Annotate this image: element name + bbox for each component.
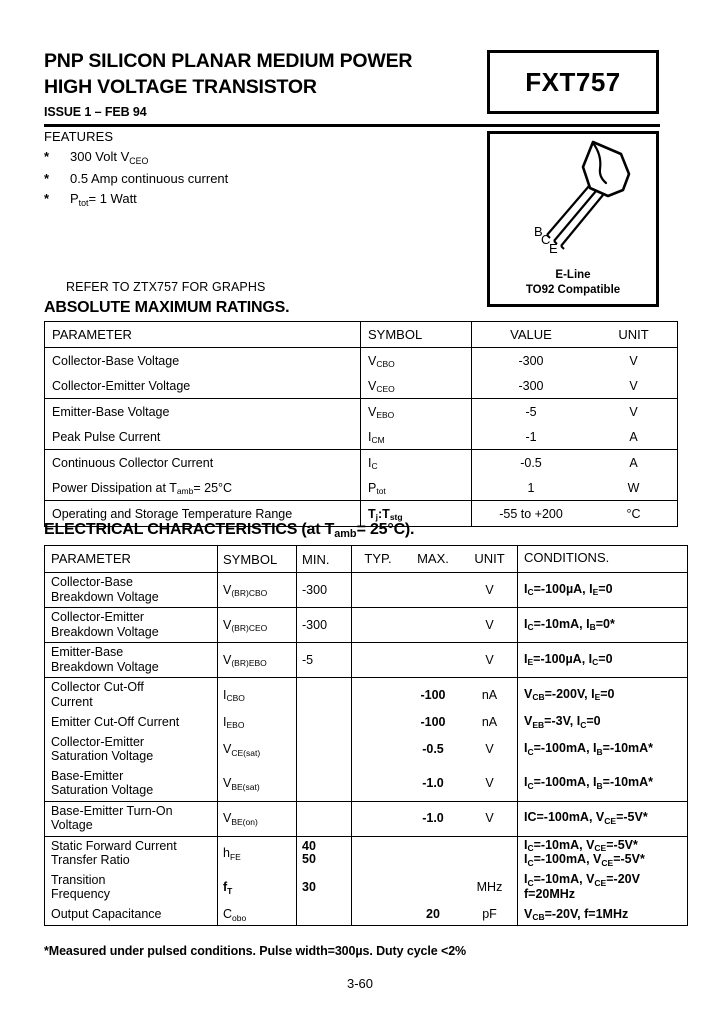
bullet-star: * [44,171,50,186]
cell-conditions: $I_C=-100mA$, $I_B=-10mA*$ [518,767,688,802]
column-header-parameter: PARAMETER [45,322,361,348]
pin-label-b: B [534,224,543,239]
cell-typ [352,688,404,702]
cell-parameter: Collector-Emitter Breakdown Voltage [45,608,218,643]
cell-value: -300 [518,353,544,368]
cell-typ [352,811,404,825]
cell-max [404,583,462,597]
cell-symbol: $V_{BE(sat)}$ [218,767,297,802]
cell-value: -300 [518,378,544,393]
cell-value: -55 to +200 [499,506,563,521]
table-row [45,712,688,733]
cell-max: 20 [426,907,440,922]
column-header-typ: TYP. [364,551,392,566]
cell-conditions: $I_C=-100mA$, $I_B=-10mA*$ [518,733,688,767]
part-number-box [487,50,659,114]
feature-item [44,169,344,188]
cell-value-unit [472,450,678,476]
cell-symbol: $P_{tot}$ [361,475,472,501]
cell-parameter: Peak Pulse Current [45,424,361,450]
electrical-characteristics-table [44,545,688,926]
column-header-value-unit [472,322,678,348]
cell-symbol: $V_{EBO}$ [361,399,472,425]
column-header-unit: UNIT [474,551,505,566]
bullet-star: * [44,149,50,164]
cell-symbol: $V_{CE(sat)}$ [218,733,297,767]
feature-text: 0.5 Amp continuous current [70,171,229,186]
footnote: *Measured under pulsed conditions. Pulse width=300µs. Duty cycle <2% [44,944,467,958]
cell-parameter: Emitter-Base Voltage [45,399,361,425]
cell-typ [352,715,404,729]
cell-symbol: $C_{obo}$ [218,905,297,926]
cell-unit: nA [481,714,498,729]
cell-min: -300 [297,608,352,643]
cell-max: -100 [420,687,446,702]
cell-parameter: Static Forward Current Transfer Ratio [45,836,218,871]
cell-parameter: Collector-Base Voltage [45,348,361,374]
feature-text: $P_{tot}= 1$ Watt [70,191,137,208]
part-number: FXT757 [525,66,621,97]
transistor-package-drawing [490,134,656,264]
cell-value: -0.5 [520,455,542,470]
cell-value: -5 [525,404,537,419]
cell-typ [352,618,404,632]
table-row [45,399,678,425]
cell-min: -300 [297,573,352,608]
table-row [45,348,678,374]
cell-max: -100 [420,714,446,729]
column-header-symbol: SYMBOL [361,322,472,348]
table-row [45,678,688,713]
cell-symbol: $V_{(BR)CEO}$ [218,608,297,643]
cell-unit: A [629,455,638,470]
title-line-1: PNP SILICON PLANAR MEDIUM POWER [44,50,413,72]
cell-unit: °C [626,506,641,521]
package-caption [490,268,656,298]
cell-unit: V [485,776,494,790]
cell-parameter: Power Dissipation at $T_{amb}= 25^\circ C$ [45,475,361,501]
refer-to-graphs-note: REFER TO ZTX757 FOR GRAPHS [66,280,266,294]
cell-typ-max-unit [352,836,518,871]
cell-max [404,653,462,667]
cell-parameter: Emitter-Base Breakdown Voltage [45,643,218,678]
cell-unit: V [485,582,494,597]
cell-typ-max-unit [352,767,518,802]
cell-symbol: $V_{(BR)CBO}$ [218,573,297,608]
cell-conditions: $I_C=-10mA$, $I_B=0*$ [518,608,688,643]
cell-min [297,905,352,926]
cell-unit: V [629,378,638,393]
cell-unit: V [485,811,494,825]
table-row [45,424,678,450]
absolute-maximum-ratings-table [44,321,678,527]
cell-unit: V [485,652,494,667]
cell-symbol: $V_{BE(on)}$ [218,801,297,836]
table-row [45,450,678,476]
cell-max: -1.0 [422,776,444,790]
cell-parameter: Transition Frequency [45,871,218,905]
cell-max [404,880,462,894]
column-header-value: VALUE [510,327,552,342]
feature-subscript: CEO [129,155,149,166]
page-header [44,48,474,119]
package-diagram-box [487,131,659,307]
table-row [45,836,688,871]
cell-parameter: Output Capacitance [45,905,218,926]
cell-parameter: Collector Cut-Off Current [45,678,218,713]
column-header-typ-max-unit [352,546,518,573]
feature-item [44,189,344,210]
cell-parameter: Base-Emitter Turn-On Voltage [45,801,218,836]
table-row [45,801,688,836]
cell-parameter: Collector-Base Breakdown Voltage [45,573,218,608]
cell-conditions: IC=-100mA, $V_{CE}=-5V*$ [518,801,688,836]
abs-max-heading: ABSOLUTE MAXIMUM RATINGS. [44,299,290,316]
features-heading: FEATURES [44,129,114,144]
cell-typ [352,880,404,894]
table-row [45,475,678,501]
cell-min: -5 [297,643,352,678]
features-section [44,129,344,211]
table-row [45,733,688,767]
cell-value-unit [472,475,678,501]
cell-typ-max-unit [352,801,518,836]
cell-min [297,712,352,733]
table-header-row [45,322,678,348]
cell-symbol: $I_C$ [361,450,472,476]
cell-value: 1 [527,480,535,495]
cell-unit: W [627,480,640,495]
cell-symbol: $h_{FE}$ [218,836,297,871]
cell-typ-max-unit [352,678,518,713]
table-row [45,767,688,802]
package-caption-line-2: TO92 Compatible [525,284,621,296]
header-divider [44,124,660,127]
cell-value-unit [472,501,678,527]
cell-typ-max-unit [352,608,518,643]
cell-typ-max-unit [352,733,518,767]
cell-typ [352,907,404,921]
cell-parameter: Emitter Cut-Off Current [45,712,218,733]
cell-conditions: $V_{EB}=-3V$, $I_C=0$ [518,712,688,733]
table-row [45,373,678,399]
cell-parameter: Base-Emitter Saturation Voltage [45,767,218,802]
cell-min [297,678,352,713]
table-row [45,573,688,608]
cell-min [297,733,352,767]
cell-symbol: $V_{CBO}$ [361,348,472,374]
cell-typ-max-unit [352,905,518,926]
cell-conditions: $V_{CB}=-200V$, $I_E=0$ [518,678,688,713]
cell-conditions: $I_C=-10mA$, $V_{CE}=-5V*$ $I_C=-100mA$, $V_{CE}=-5V*$ [518,836,688,871]
cell-typ [352,583,404,597]
cell-typ-max-unit [352,573,518,608]
cell-max: -1.0 [422,811,444,825]
cell-value-unit [472,348,678,374]
cell-min [297,801,352,836]
bullet-star: * [44,191,50,206]
cell-typ [352,653,404,667]
table-row [45,643,688,678]
title-line-2: HIGH VOLTAGE TRANSISTOR [44,76,317,98]
cell-unit: V [629,404,638,419]
pin-label-e: E [549,241,558,256]
column-header-symbol: SYMBOL [218,546,297,573]
cell-conditions: $V_{CB}=-20V$, f=1MHz [518,905,688,926]
cell-symbol: $T_j:T_{stg}$ [361,501,472,527]
column-header-parameter: PARAMETER [45,546,218,573]
column-header-unit: UNIT [618,327,649,342]
table-row [45,905,688,926]
cell-typ [352,742,404,756]
cell-parameter: Collector-Emitter Saturation Voltage [45,733,218,767]
table-row [45,608,688,643]
pin-label-c: C [541,232,551,247]
column-header-conditions: CONDITIONS. [518,546,688,573]
cell-conditions: $I_C=-100\mu A$, $I_E=0$ [518,573,688,608]
cell-typ-max-unit [352,871,518,905]
table-row [45,871,688,905]
cell-unit: V [629,353,638,368]
cell-unit: nA [481,687,498,702]
feature-subscript: tot [78,197,89,208]
cell-max [404,618,462,632]
column-header-min: MIN. [297,546,352,573]
page-number: 3-60 [346,976,374,991]
cell-unit: pF [482,907,497,922]
cell-symbol: $V_{(BR)EBO}$ [218,643,297,678]
feature-text: 300 Volt $V_{CEO}$ [70,149,149,166]
cell-max: -0.5 [422,742,444,756]
cell-symbol: $I_{CBO}$ [218,678,297,713]
cell-conditions: $I_E=-100\mu A$, $I_C=0$ [518,643,688,678]
cell-typ [352,776,404,790]
cell-conditions: $I_C=-10mA$, $V_{CE}=-20V$ f=20MHz [518,871,688,905]
cell-parameter: Operating and Storage Temperature Range [45,501,361,527]
electrical-characteristics-heading: ELECTRICAL CHARACTERISTICS (at $T_{amb}= 25^\circ C$). [44,521,415,541]
cell-value-unit [472,373,678,399]
cell-value-unit [472,399,678,425]
cell-unit: V [485,742,494,756]
cell-unit: A [629,429,638,444]
cell-symbol: $V_{CEO}$ [361,373,472,399]
cell-min: 30 [297,871,352,905]
cell-symbol: $I_{EBO}$ [218,712,297,733]
cell-min [297,767,352,802]
cell-unit: V [485,617,494,632]
cell-unit: MHz [476,880,503,894]
issue-label: ISSUE 1 – FEB 94 [44,105,147,119]
cell-value-unit [472,424,678,450]
cell-parameter: Continuous Collector Current [45,450,361,476]
cell-value: -1 [525,429,537,444]
cell-typ-max-unit [352,643,518,678]
cell-min: 40 50 [297,836,352,871]
package-caption-line-1: E-Line [555,269,591,281]
cell-typ-max-unit [352,712,518,733]
table-header-row [45,546,688,573]
cell-parameter: Collector-Emitter Voltage [45,373,361,399]
feature-item [44,147,344,168]
column-header-max: MAX. [417,551,449,566]
cell-symbol: $I_{CM}$ [361,424,472,450]
cell-symbol: $f_T$ [218,871,297,905]
